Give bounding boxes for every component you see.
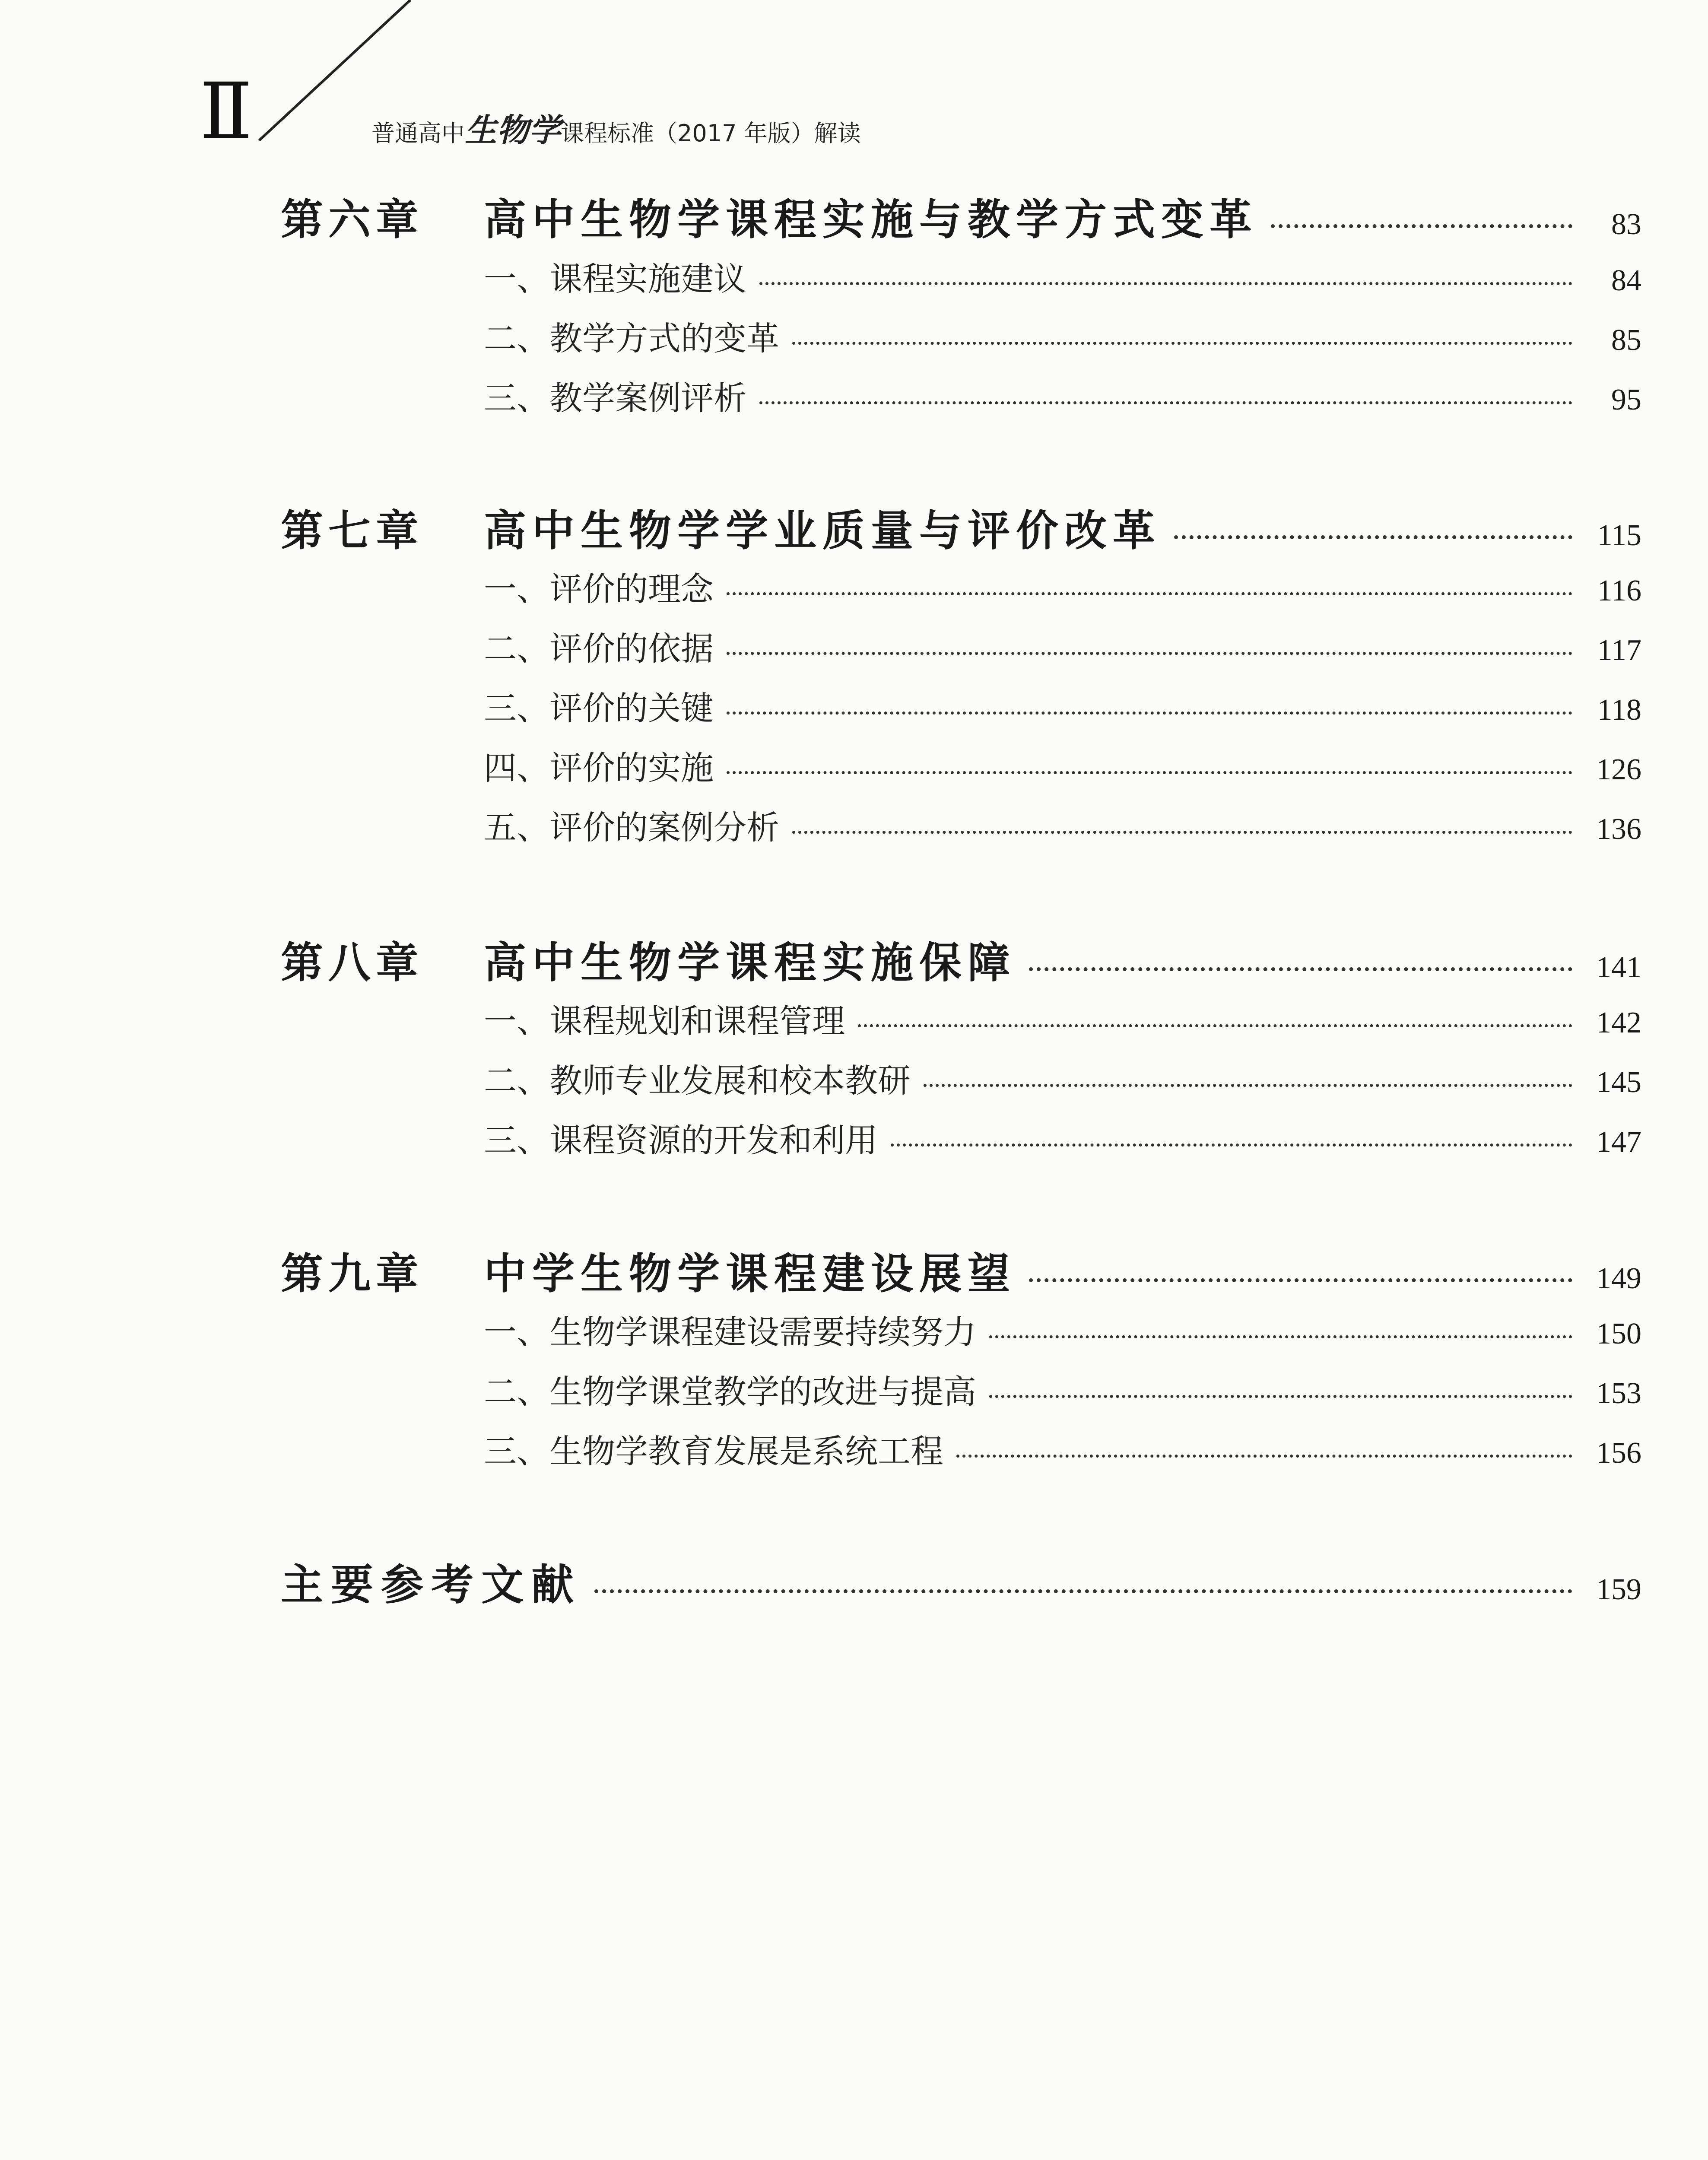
dot-leader [924,1084,1572,1087]
toc-section[interactable] [484,682,1641,730]
page-number: 116 [1597,574,1641,607]
section-title: 三、教学案例评析 [484,379,746,417]
page-number: 83 [1611,208,1641,241]
section-title: 三、课程资源的开发和利用 [484,1121,878,1159]
page-number: 85 [1611,324,1641,357]
section-title: 二、教师专业发展和校本教研 [484,1061,911,1100]
dot-leader [956,1455,1572,1458]
dot-leader [594,1589,1572,1593]
dot-leader [727,652,1572,655]
page-number-roman: Ⅱ [200,69,249,155]
chapter-title: 中学生物学课程建设展望 [484,1249,1016,1299]
chapter-label: 第七章 [281,506,424,556]
toc-section[interactable] [484,995,1641,1042]
toc-chapter-9[interactable] [281,1240,1641,1299]
chapter-label: 第六章 [281,195,424,245]
toc-section[interactable] [484,742,1641,789]
dot-leader [792,831,1572,834]
page-number: 150 [1596,1317,1641,1350]
book-title-emph: 生物学 [465,112,561,149]
page-number: 153 [1596,1377,1641,1410]
section-title: 四、评价的实施 [484,749,714,787]
dot-leader [1271,224,1572,228]
chapter-title: 高中生物学学业质量与评价改革 [484,506,1162,556]
page-number: 95 [1611,383,1641,416]
toc-section[interactable] [484,1055,1641,1102]
dot-leader [989,1335,1572,1338]
page-number: 147 [1596,1125,1641,1159]
dot-leader [1029,1278,1572,1282]
chapter-label: 第八章 [281,938,424,988]
page-number: 149 [1596,1262,1641,1295]
page-number: 118 [1597,693,1641,727]
page-number: 84 [1611,264,1641,297]
section-title: 三、生物学教育发展是系统工程 [484,1432,943,1471]
page-number: 142 [1596,1006,1641,1039]
toc-section[interactable] [484,563,1641,610]
chapter-title: 高中生物学课程实施保障 [484,938,1016,988]
toc-chapter-7[interactable] [281,497,1641,556]
dot-leader [891,1144,1572,1147]
toc-section[interactable] [484,312,1641,360]
section-title: 一、课程规划和课程管理 [484,1002,845,1040]
dot-leader [1174,535,1572,539]
page-number: 156 [1596,1436,1641,1470]
toc-section[interactable] [484,1425,1641,1473]
toc-section[interactable] [484,1366,1641,1413]
section-title: 三、评价的关键 [484,689,714,727]
section-title: 二、生物学课堂教学的改进与提高 [484,1372,976,1411]
section-title: 二、教学方式的变革 [484,319,779,358]
toc-chapter-8[interactable] [281,929,1641,988]
book-title-header [371,113,861,151]
page-number: 145 [1596,1066,1641,1099]
chapter-title: 高中生物学课程实施与教学方式变革 [484,195,1258,245]
section-title: 二、评价的依据 [484,629,714,668]
page-number: 136 [1596,813,1641,846]
section-title: 一、评价的理念 [484,570,714,608]
toc-section[interactable] [484,253,1641,300]
dot-leader [1029,967,1572,971]
page-number: 141 [1596,951,1641,984]
chapter-label: 第九章 [281,1249,424,1299]
page-header [0,0,1708,181]
toc-section[interactable] [484,623,1641,670]
dot-leader [792,342,1572,345]
toc-section[interactable] [484,1306,1641,1353]
dot-leader [727,771,1572,774]
section-title: 五、评价的案例分析 [484,808,779,847]
references-title: 主要参考文献 [281,1560,582,1610]
page-number: 126 [1596,753,1641,786]
toc-section[interactable] [484,801,1641,849]
dot-leader [858,1024,1572,1027]
dot-leader [759,282,1572,285]
toc-section[interactable] [484,372,1641,419]
section-title: 一、生物学课程建设需要持续努力 [484,1313,976,1351]
dot-leader [989,1395,1572,1398]
dot-leader [727,592,1572,595]
page-number: 159 [1596,1573,1641,1606]
page-number: 115 [1597,519,1641,552]
section-title: 一、课程实施建议 [484,260,746,298]
dot-leader [727,712,1572,715]
book-title-suffix: 课程标准（2017 年版）解读 [561,120,861,147]
book-title-prefix: 普通高中 [371,120,465,147]
page-number: 117 [1597,634,1641,667]
dot-leader [759,401,1572,404]
toc-chapter-6[interactable] [281,186,1641,245]
toc-references[interactable] [281,1551,1641,1610]
toc-section[interactable] [484,1114,1641,1162]
